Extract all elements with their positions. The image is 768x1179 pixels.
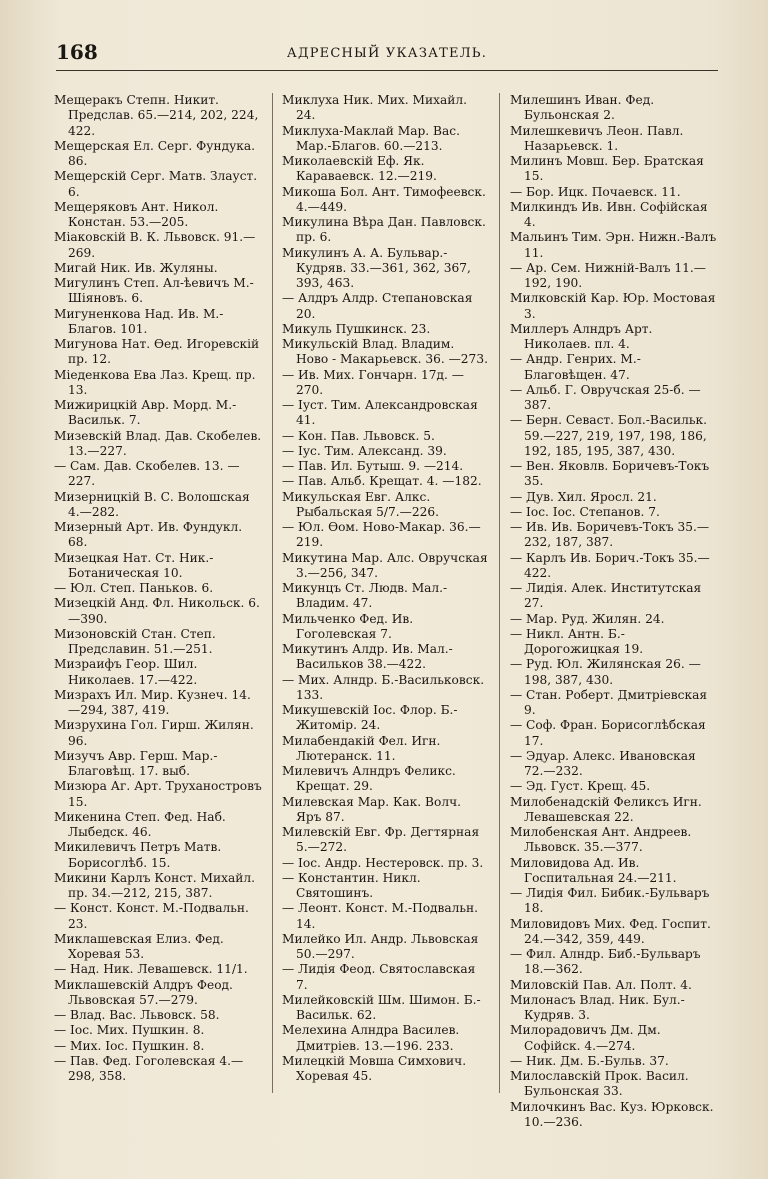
directory-entry: — Конст. Конст. М.-Подвальн. 23. [54,901,253,931]
directory-entry: Милковскій Кар. Юр. Мостовая 3. [510,291,720,321]
directory-entry: — Бор. Ицк. Почаевск. 11. [510,184,681,199]
directory-entry: — Ив. Ив. Боричевъ-Токъ 35.—232, 187, 387. [510,520,710,550]
directory-entry: Милешинъ Иван. Фед. Бульонская 2. [510,93,658,123]
directory-entry: — Леонт. Конст. М.-Подвальн. 14. [282,901,482,931]
directory-entry: — Мих. Іос. Пушкин. 8. [54,1038,205,1053]
directory-entry: — Руд. Юл. Жилянская 26. —198, 387, 430. [510,657,701,687]
directory-entry: — Эд. Густ. Крещ. 45. [510,779,651,794]
directory-entry: — Лидія. Алек. Институтская 27. [510,581,706,611]
directory-entry: — Соф. Фран. Борисоглѣбская 17. [510,718,710,748]
directory-entry: Мигунова Нат. Ѳед. Игоревскій пр. 12. [54,337,264,367]
directory-entry: Микутинъ Алдр. Ив. Мал.-Васильков 38.—422. [282,642,453,672]
directory-entry: Мещеракъ Степн. Никит. Предслав. 65.—214, 202, 224, 422. [54,93,263,138]
directory-entry: Микилевичъ Петръ Матв. Борисоглѣб. 15. [54,840,226,870]
directory-entry: Микулинъ А. А. Бульвар.-Кудряв. 33.—361, 362, 367, 393, 463. [282,245,475,290]
directory-entry: Мизецкій Анд. Фл. Никольск. 6.—390. [54,596,260,626]
directory-entry: — Алдръ Алдр. Степановская 20. [282,291,477,321]
directory-entry: Мальинъ Тим. Эрн. Нижн.-Валъ 11. [510,230,721,260]
directory-entry: — Пав. Ил. Бутыш. 9. —214. [282,459,464,473]
directory-entry: Милевская Мар. Как. Волч. Яръ 87. [282,794,465,824]
directory-entry: Мизрухина Гол. Гирш. Жилян. 96. [54,718,258,748]
directory-entry: Милевичъ Алндръ Феликс. Крещат. 29. [282,764,460,794]
directory-entry: — Ар. Сем. Нижній-Валъ 11.—192, 190. [510,260,706,290]
directory-entry: Милонасъ Влад. Ник. Бул.-Кудряв. 3. [510,992,685,1022]
directory-entry: Милославскій Прок. Васил. Бульонская 33. [510,1069,693,1099]
directory-entry: — Альб. Г. Овручская 25-б. —387. [510,382,701,412]
directory-entry: Мизерный Арт. Ив. Фундукл. 68. [54,520,247,550]
directory-entry: Миклашевскій Алдръ Феод. Львовская 57.—279. [54,977,237,1007]
directory-entry: — Эдуар. Алекс. Ивановская 72.—232. [510,748,700,778]
directory-entry: Милкиндъ Ив. Ивн. Софійская 4. [510,199,712,229]
directory-entry: Милабендакій Фел. Игн. Лютеранск. 11. [282,733,445,763]
directory-entry: — Юл. Степ. Паньков. 6. [54,581,214,595]
directory-entry: — Над. Ник. Левашевск. 11/1. [54,962,248,977]
directory-entry: Милейковскій Шм. Шимон. Б.-Васильк. 62. [282,992,481,1022]
directory-entry: Миклуха-Маклай Мар. Вас. Мар.-Благов. 60.—213. [282,123,464,153]
directory-entry: Микини Карлъ Конст. Михайл. пр. 34.—212, 215, 387. [54,870,259,900]
column-right [510,93,721,1130]
directory-entry: — Дув. Хил. Яросл. 21. [510,489,657,504]
directory-entry: Милобенская Ант. Андреев. Львовск. 35.—377. [510,825,696,855]
directory-entry: Мизрахъ Ил. Мир. Кузнеч. 14.—294, 387, 419. [54,687,251,717]
directory-entry: Мизевскій Влад. Дав. Скобелев. 13.—227. [54,428,266,458]
directory-entry: Миловидова Ад. Ив. Госпитальная 24.—211. [510,855,677,885]
directory-entry: Микоша Бол. Ант. Тимофеевск. 4.—449. [282,184,490,214]
directory-entry: Милейко Ил. Андр. Львовская 50.—297. [282,931,483,961]
directory-entry: — Іуст. Тим. Александровская 41. [282,398,482,428]
directory-entry: Мещерскій Серг. Матв. Злауст. 6. [54,169,262,199]
directory-entry: Мизраифъ Геор. Шил. Николаев. 17.—422. [54,657,202,687]
directory-entry: Мигай Ник. Ив. Жуляны. [54,260,218,275]
directory-entry: — Мар. Руд. Жилян. 24. [510,611,665,626]
directory-entry: Милорадовичъ Дм. Дм. Софійск. 4.—274. [510,1023,665,1053]
directory-entry: — Лидія Феод. Святославская 7. [282,962,480,992]
directory-entry: — Ив. Мих. Гончарн. 17д. —270. [282,367,464,397]
directory-entry: — Влад. Вас. Львовск. 58. [54,1008,220,1022]
directory-entry: — Мих. Алндр. Б.-Васильковск. 133. [282,672,488,702]
directory-entry: Миловидовъ Мих. Фед. Госпит. 24.—342, 359, 449. [510,916,715,946]
directory-entry: Мещеряковъ Ант. Никол. Констан. 53.—205. [54,199,223,229]
directory-entry: Міеденкова Ева Лаз. Крещ. пр. 13. [54,367,260,397]
directory-entry: Мизюра Аг. Арт. Труханостровъ 15. [54,779,266,809]
directory-entry: — Берн. Севаст. Бол.-Васильк. 59.—227, 219, 197, 198, 186, 192, 185, 195, 387, 430. [510,413,711,458]
running-title: АДРЕСНЫЙ УКАЗАТЕЛЬ. [286,46,488,61]
directory-entry: Мигулинъ Степ. Ал-ѣевичъ М.-Шіяновъ. 6. [54,276,254,306]
directory-entry: — Ник. Дм. Б.-Бульв. 37. [510,1053,669,1068]
directory-entry: Мизучъ Авр. Герш. Мар.-Благовѣщ. 17. выб. [54,748,218,778]
directory-entry: Мильченко Фед. Ив. Гоголевская 7. [282,611,418,641]
directory-entry: — Стан. Роберт. Дмитріевская 9. [510,687,711,717]
directory-entry: — Пав. Альб. Крещат. 4. —182. [282,474,482,489]
directory-entry: — Юл. Ѳом. Ново-Макар. 36.—219. [282,520,481,550]
directory-entry: Миклашевская Елиз. Фед. Хоревая 53. [54,931,228,961]
directory-entry: Микуль Пушкинск. 23. [282,321,431,336]
directory-entry: Микутина Мар. Алс. Овручская 3.—256, 347. [282,550,492,580]
directory-entry: Милешкевичъ Леон. Павл. Назарьевск. 1. [510,123,688,153]
directory-entry: Милевскій Евг. Фр. Дегтярная 5.—272. [282,825,484,855]
directory-entry: — Андр. Генрих. М.-Благовѣщен. 47. [510,352,641,382]
directory-entry: Мизецкая Нат. Ст. Ник.-Ботаническая 10. [54,550,214,580]
directory-entry: — Пав. Фед. Гоголевская 4.—298, 358. [54,1053,244,1083]
directory-entry: Мижирицкій Авр. Морд. М.-Васильк. 7. [54,398,237,428]
directory-entry: Миклуха Ник. Мих. Михайл. 24. [282,93,471,123]
directory-entry: — Сам. Дав. Скобелев. 13. —227. [54,459,240,489]
column-middle [282,93,492,1084]
directory-entry: Мелехина Алндра Василев. Дмитріев. 13.—196. 233. [282,1023,464,1053]
directory-entry: Міаковскій В. К. Львовск. 91.—269. [54,230,256,260]
directory-entry: — Іос. Андр. Нестеровск. пр. 3. [282,855,484,870]
directory-entry: — Іос. Мих. Пушкин. 8. [54,1023,205,1038]
directory-entry: Милецкій Мовша Симхович. Хоревая 45. [282,1053,470,1083]
directory-entry: Мизерницкій В. С. Волошская 4.—282. [54,489,254,519]
directory-entry: — Карлъ Ив. Борич.-Токъ 35.—422. [510,550,710,580]
directory-entry: Микунцъ Ст. Людв. Мал.-Владим. 47. [282,581,448,611]
directory-entry: Микулина Вѣра Дан. Павловск. пр. 6. [282,215,490,245]
directory-entry: Миловскій Пав. Ал. Полт. 4. [510,977,692,992]
directory-entry: Микульскій Влад. Владим. Ново - Макарьевск. 36. —273. [282,337,488,367]
column-divider [272,93,273,1093]
directory-entry: — Лидія Фил. Бибик.-Бульваръ 18. [510,886,714,916]
directory-entry: Мещерская Ел. Серг. Фундука. 86. [54,138,259,168]
directory-entry: Миколаевскій Еф. Як. Караваевск. 12.—219. [282,154,437,184]
directory-entry: Микенина Степ. Фед. Наб. Лыбедск. 46. [54,809,230,839]
directory-entry: Мигуненкова Над. Ив. М.-Благов. 101. [54,306,224,336]
directory-entry: — Никл. Антн. Б.-Дорогожицкая 19. [510,626,644,656]
directory-entry: — Іус. Тим. Александ. 39. [282,443,447,458]
directory-entry: — Фил. Алндр. Биб.-Бульваръ 18.—362. [510,947,705,977]
directory-entry: Милинъ Мовш. Бер. Братская 15. [510,154,708,184]
directory-entry: Микушевскій Іос. Флор. Б.-Житомір. 24. [282,703,458,733]
page-number: 168 [56,40,98,64]
column-left [54,93,266,1084]
directory-entry: Микульская Евг. Алкс. Рыбальская 5/7.—226. [282,489,439,519]
directory-entry: — Константин. Никл. Святошинъ. [282,870,425,900]
directory-entry: — Іос. Іос. Степанов. 7. [510,504,660,519]
directory-entry: Милобенадскій Феликсъ Игн. Левашевская 22. [510,794,706,824]
directory-entry: Мизоновскій Стан. Степ. Предславин. 51.—251. [54,626,220,656]
directory-entry: — Кон. Пав. Львовск. 5. [282,428,435,443]
directory-entry: Миллеръ Алндръ Арт. Николаев. пл. 4. [510,321,657,351]
directory-entry: Милочкинъ Вас. Куз. Юрковск. 10.—236. [510,1099,718,1129]
column-divider [499,93,500,1093]
page-header [56,40,718,71]
directory-entry: — Вен. Яковлв. Боричевъ-Токъ 35. [510,459,714,489]
